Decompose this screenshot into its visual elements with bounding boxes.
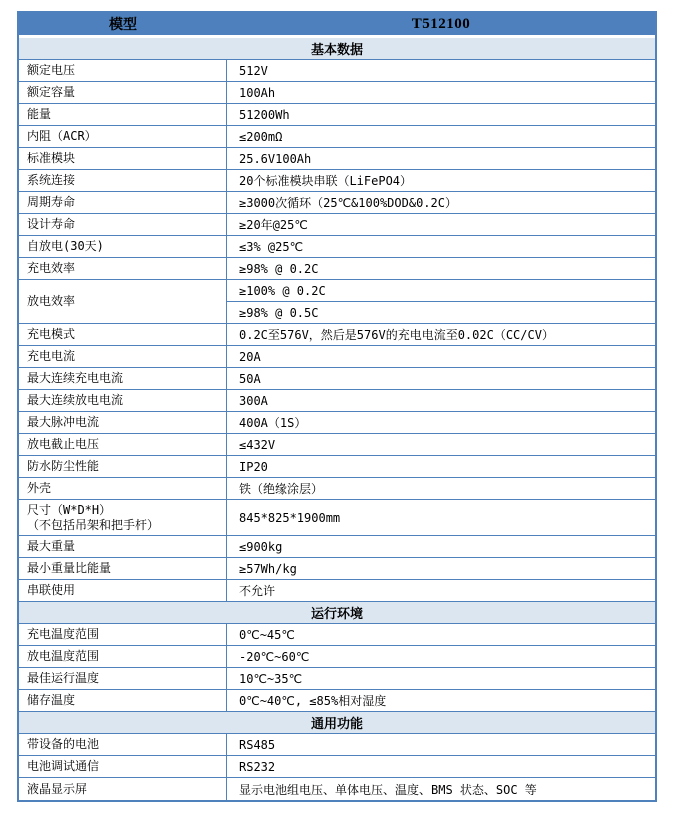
spec-label: 最佳运行温度 <box>27 671 100 685</box>
spec-row <box>19 214 655 236</box>
spec-row <box>19 390 655 412</box>
spec-value: 25.6V100Ah <box>239 151 312 166</box>
spec-label-cell <box>19 456 227 477</box>
spec-value: ≥20年@25℃ <box>239 218 308 232</box>
spec-label: 设计寿命 <box>27 217 76 231</box>
spec-value: 400A（1S） <box>239 416 307 430</box>
spec-label: 防水防尘性能 <box>27 459 100 473</box>
spec-row <box>19 434 655 456</box>
spec-label-cell <box>19 104 227 125</box>
spec-row <box>19 500 655 536</box>
spec-value: IP20 <box>239 459 268 474</box>
spec-value: ≤900kg <box>239 539 283 554</box>
spec-label: 最小重量比能量 <box>27 561 112 575</box>
spec-row <box>19 148 655 170</box>
spec-value: 100Ah <box>239 85 276 100</box>
spec-value: 0℃~45℃ <box>239 627 295 642</box>
spec-label: 储存温度 <box>27 693 76 707</box>
spec-row <box>19 60 655 82</box>
spec-label-cell <box>19 324 227 345</box>
spec-row <box>19 280 655 324</box>
spec-row <box>19 126 655 148</box>
spec-label: 液晶显示屏 <box>27 781 88 796</box>
spec-row <box>19 646 655 668</box>
spec-label-cell <box>19 756 227 777</box>
spec-row <box>19 412 655 434</box>
spec-label-cell <box>19 170 227 191</box>
spec-label-cell <box>19 346 227 367</box>
spec-label-line2: （不包括吊架和把手杆） <box>27 517 160 532</box>
spec-row <box>19 324 655 346</box>
spec-row <box>19 734 655 756</box>
spec-row <box>19 624 655 646</box>
spec-row <box>19 82 655 104</box>
spec-label-cell <box>19 214 227 235</box>
spec-label-cell <box>19 148 227 169</box>
spec-label: 充电效率 <box>27 261 76 275</box>
spec-row <box>19 258 655 280</box>
spec-value: 512V <box>239 63 268 78</box>
spec-label: 串联使用 <box>27 583 76 597</box>
spec-value: 0.2C至576V，然后是576V的充电电流至0.02C（CC/CV） <box>239 328 554 342</box>
spec-value: 20A <box>239 349 261 364</box>
spec-label: 放电效率 <box>27 294 76 308</box>
spec-row <box>19 478 655 500</box>
spec-label: 额定电压 <box>27 63 76 77</box>
spec-value: 铁（绝缘涂层） <box>239 482 324 496</box>
spec-label-cell <box>19 60 227 81</box>
spec-row <box>19 756 655 778</box>
spec-value: 51200Wh <box>239 107 290 122</box>
spec-label-cell <box>19 558 227 579</box>
spec-label-cell <box>19 280 227 323</box>
spec-row <box>19 456 655 478</box>
spec-label: 最大连续充电电流 <box>27 371 124 385</box>
spec-label-cell <box>19 236 227 257</box>
spec-label-cell <box>19 624 227 645</box>
spec-label-cell <box>19 536 227 557</box>
spec-row <box>19 778 655 800</box>
spec-value: 10℃~35℃ <box>239 671 303 686</box>
spec-value: 显示电池组电压、单体电压、温度、BMS 状态、SOC 等 <box>239 782 537 797</box>
section-header-row <box>19 712 655 734</box>
spec-value: 300A <box>239 393 268 408</box>
spec-label: 标准模块 <box>27 151 76 165</box>
spec-value: ≤3% @25℃ <box>239 239 304 254</box>
spec-value: 50A <box>239 371 261 386</box>
section-title: 通用功能 <box>310 717 363 732</box>
spec-label: 能量 <box>27 107 52 121</box>
spec-label-cell <box>19 734 227 755</box>
spec-label: 充电电流 <box>27 349 76 363</box>
spec-label-cell <box>19 258 227 279</box>
spec-label: 最大重量 <box>27 539 76 553</box>
spec-value: 0℃~40℃, ≤85%相对湿度 <box>239 694 387 708</box>
section-title: 运行环境 <box>310 607 363 622</box>
spec-label: 内阻（ACR） <box>27 129 97 143</box>
spec-row <box>19 668 655 690</box>
spec-label: 最大连续放电电流 <box>27 393 124 407</box>
spec-row <box>19 104 655 126</box>
spec-label: 额定容量 <box>27 85 76 99</box>
spec-value: ≥100% @ 0.2C <box>227 280 655 302</box>
spec-label: 放电温度范围 <box>27 649 100 663</box>
spec-value: ≤200mΩ <box>239 129 283 144</box>
spec-label: 电池调试通信 <box>27 759 100 773</box>
spec-row <box>19 170 655 192</box>
spec-row <box>19 346 655 368</box>
spec-label: 充电温度范围 <box>27 627 100 641</box>
spec-value: RS232 <box>239 759 276 774</box>
section-header-row <box>19 602 655 624</box>
section-title: 基本数据 <box>310 43 363 58</box>
spec-row <box>19 536 655 558</box>
section-header-row <box>19 38 655 60</box>
spec-label: 系统连接 <box>27 173 76 187</box>
spec-row <box>19 580 655 602</box>
spec-value-group <box>227 280 655 323</box>
spec-label-cell <box>19 368 227 389</box>
spec-label: 自放电(30天) <box>27 239 104 253</box>
spec-value: 845*825*1900mm <box>239 510 341 525</box>
spec-table-sections <box>19 38 655 800</box>
spec-value: ≥57Wh/kg <box>239 561 297 576</box>
spec-value: ≥98% @ 0.5C <box>239 305 319 320</box>
model-header-row <box>19 13 655 35</box>
spec-label-cell <box>19 412 227 433</box>
spec-label-cell <box>19 690 227 711</box>
spec-row <box>19 690 655 712</box>
spec-row <box>19 192 655 214</box>
spec-label-cell <box>19 580 227 601</box>
spec-label-cell <box>19 668 227 689</box>
model-header-label: 模型 <box>109 17 137 33</box>
spec-label-cell <box>19 390 227 411</box>
spec-label-cell <box>19 434 227 455</box>
spec-table <box>17 11 657 802</box>
spec-label-cell <box>19 778 227 800</box>
spec-label-cell <box>19 126 227 147</box>
spec-label: 尺寸（W*D*H） <box>27 502 112 517</box>
spec-label-cell <box>19 192 227 213</box>
spec-value: 20个标准模块串联（LiFePO4） <box>239 174 413 188</box>
spec-value: ≥3000次循环（25℃&100%DOD&0.2C） <box>239 196 457 210</box>
spec-label: 最大脉冲电流 <box>27 415 100 429</box>
spec-label-cell <box>19 478 227 499</box>
model-header-value: T512100 <box>411 15 471 32</box>
spec-label: 带设备的电池 <box>27 737 100 751</box>
spec-value: 不允许 <box>239 584 276 598</box>
spec-value: -20℃~60℃ <box>239 649 310 664</box>
spec-label: 周期寿命 <box>27 195 76 209</box>
spec-row <box>19 368 655 390</box>
spec-label: 充电模式 <box>27 327 76 341</box>
spec-label: 外壳 <box>27 481 52 495</box>
spec-row <box>19 236 655 258</box>
spec-value: ≤432V <box>239 437 276 452</box>
spec-row <box>19 558 655 580</box>
spec-label: 放电截止电压 <box>27 437 100 451</box>
spec-label-cell <box>19 646 227 667</box>
spec-label-cell <box>19 82 227 103</box>
spec-label-cell <box>19 500 227 535</box>
spec-value: RS485 <box>239 737 276 752</box>
spec-value: ≥98% @ 0.2C <box>239 261 319 276</box>
